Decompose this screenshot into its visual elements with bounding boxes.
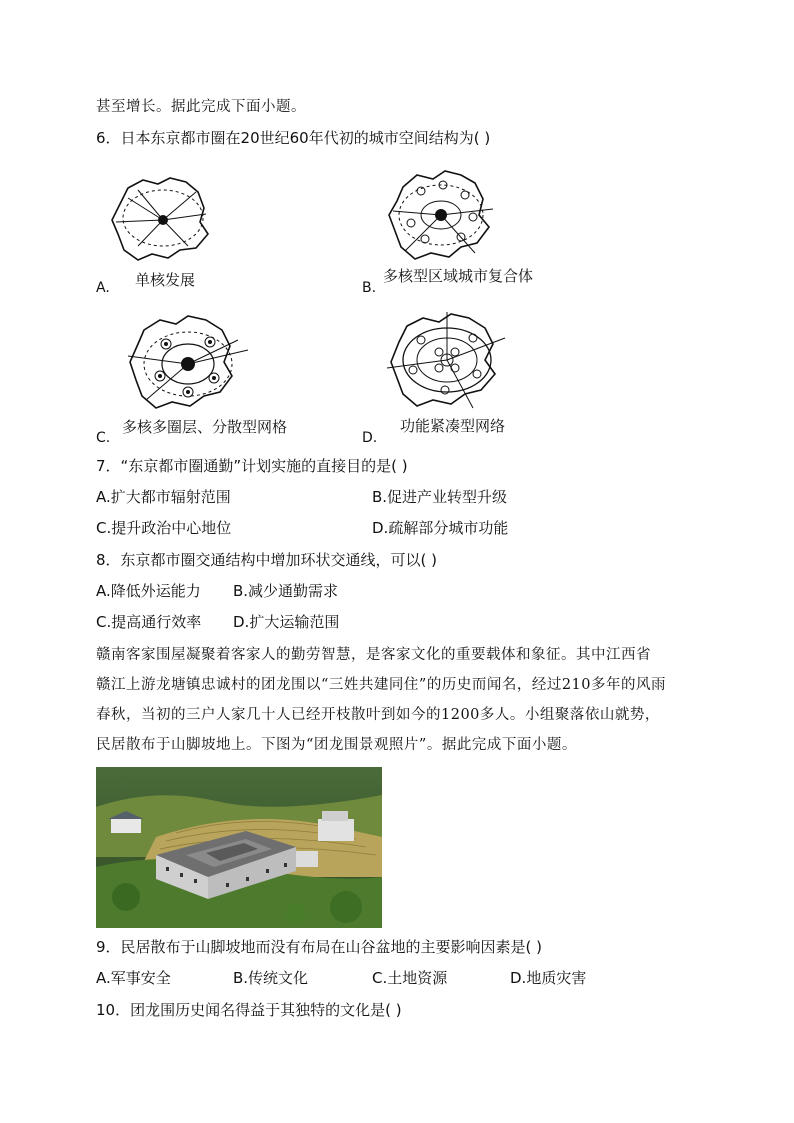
option-c-caption: 多核多圈层、分散型网格 — [122, 418, 288, 436]
diagram-c-multi-ring — [126, 312, 251, 412]
option-b-caption: 多核型区域城市复合体 — [383, 267, 534, 285]
q9-option-a[interactable]: A.军事安全 — [96, 969, 171, 987]
diagram-a-single-core — [108, 170, 218, 265]
question-9-stem: 9．民居散布于山脚坡地而没有布局在山谷盆地的主要影响因素是( ) — [96, 938, 543, 956]
option-b-letter: B. — [362, 280, 377, 296]
q8-option-c[interactable]: C.提高通行效率 — [96, 613, 202, 631]
passage-line-3: 春秋，当初的三户人家几十人已经开枝散叶到如今的1200多人。小组聚落依山就势， — [96, 707, 660, 723]
question-8-stem: 8．东京都市圈交通结构中增加环状交通线，可以( ) — [96, 551, 438, 569]
question-6-stem: 6．日本东京都市圈在20世纪60年代初的城市空间结构为( ) — [96, 129, 491, 147]
q7-option-c[interactable]: C.提升政治中心地位 — [96, 519, 232, 537]
q9-option-d[interactable]: D.地质灾害 — [510, 969, 587, 987]
q9-option-b[interactable]: B.传统文化 — [233, 969, 309, 987]
q7-option-a[interactable]: A.扩大都市辐射范围 — [96, 488, 231, 506]
option-a-letter: A. — [96, 280, 110, 296]
q8-option-a[interactable]: A.降低外运能力 — [96, 582, 201, 600]
passage-tail: 甚至增长。据此完成下面小题。 — [96, 99, 306, 115]
passage-line-1: 赣南客家围屋凝聚着客家人的勤劳智慧，是客家文化的重要载体和象征。其中江西省 — [96, 647, 651, 663]
diagram-d-compact-network — [385, 310, 510, 410]
diagram-b-multi-core — [385, 165, 500, 265]
q9-option-c[interactable]: C.土地资源 — [372, 969, 448, 987]
option-c-letter: C. — [96, 430, 111, 446]
tuanlong-photo — [96, 767, 382, 928]
q7-option-d[interactable]: D.疏解部分城市功能 — [372, 519, 509, 537]
q7-option-b[interactable]: B.促进产业转型升级 — [372, 488, 508, 506]
option-d-letter: D. — [362, 430, 378, 446]
q8-option-d[interactable]: D.扩大运输范围 — [233, 613, 340, 631]
question-7-stem: 7．“东京都市圈通勤”计划实施的直接目的是( ) — [96, 457, 408, 475]
passage-line-2: 赣江上游龙塘镇忠诚村的团龙围以“三姓共建同住”的历史而闻名，经过210多年的风雨 — [96, 677, 666, 693]
passage-line-4: 民居散布于山脚坡地上。下图为“团龙围景观照片”。据此完成下面小题。 — [96, 737, 577, 753]
question-10-stem: 10．团龙围历史闻名得益于其独特的文化是( ) — [96, 1001, 402, 1019]
q8-option-b[interactable]: B.减少通勤需求 — [233, 582, 339, 600]
option-a-caption: 单核发展 — [135, 271, 196, 289]
option-d-caption: 功能紧凑型网络 — [400, 417, 506, 435]
